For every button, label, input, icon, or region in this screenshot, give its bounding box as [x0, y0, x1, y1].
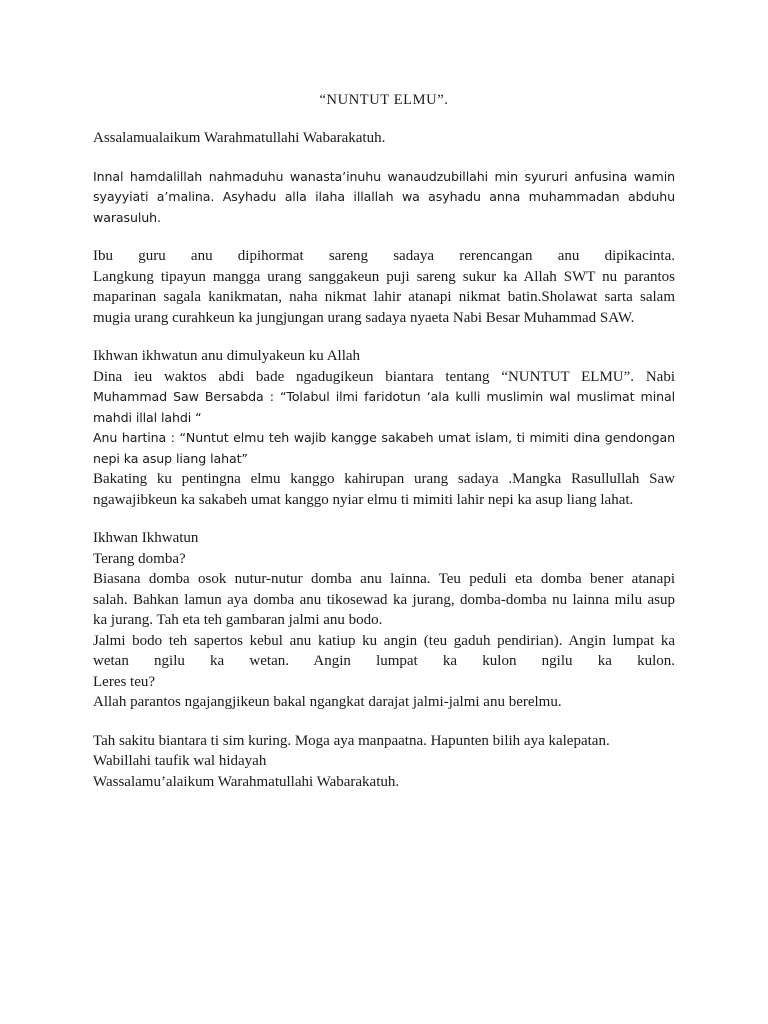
paragraph — [93, 528, 675, 713]
text-line: Ibu guru anu dipihormat sareng sadaya rerencangan anu dipikacinta. — [93, 248, 675, 264]
text-line: ka jurang. Tah eta teh gambaran jalmi anu bodo. — [93, 612, 383, 628]
text-line: mugia urang curahkeun ka jungjungan urang sadaya nyaeta Nabi Besar Muhammad SAW. — [93, 309, 635, 326]
paragraph — [93, 731, 675, 793]
paragraph — [93, 346, 675, 510]
document-title: “NUNTUT ELMU”. — [319, 92, 449, 108]
text-line: Ikhwan Ikhwatun — [93, 530, 199, 546]
text-line: Terang domba? — [93, 550, 186, 567]
document-page — [93, 90, 675, 810]
text-line: Leres teu? — [93, 673, 156, 690]
text-line: maparinan sagala kanikmatan, naha nikmat lahir atanapi nikmat batin.Sholawat sarta salam — [93, 289, 675, 305]
paragraph — [93, 246, 675, 328]
text-line: Assalamualaikum Warahmatullahi Wabarakatuh. — [93, 130, 386, 146]
text-line: Jalmi bodo teh sapertos kebul anu katiup ku angin (teu gaduh pendirian). Angin lumpat ka — [93, 632, 675, 649]
text-line: ngawajibkeun ka sakabeh umat kanggo nyiar elmu ti mimiti lahir nepi ka asup liang lahat. — [93, 491, 634, 508]
text-line: Biasana domba osok nutur-nutur domba anu lainna. Teu peduli eta domba bener atanapi — [93, 571, 675, 587]
text-line: Anu hartina : “Nuntut elmu teh wajib kangge sakabeh umat islam, ti mimiti dina gendongan — [93, 430, 675, 445]
text-line: mahdi illal lahdi “ — [93, 409, 202, 425]
text-line: Bakating ku pentingna elmu kanggo kahirupan urang sadaya .Mangka Rasullullah Saw — [93, 471, 675, 487]
text-line: Tah sakitu biantara ti sim kuring. Moga aya manpaatna. Hapunten bilih aya kalepatan. — [93, 732, 610, 749]
text-line: warasuluh. — [93, 209, 161, 225]
text-line: Innal hamdalillah nahmaduhu wanasta’inuhu wanaudzubillahi min syururi anfusina wamin — [93, 168, 675, 184]
text-line: Langkung tipayun mangga urang sanggakeun puji sareng sukur ka Allah SWT nu parantos — [93, 268, 675, 285]
text-line: syayyiati a’malina. Asyhadu alla ilaha illallah wa asyhadu anna muhammadan abduhu — [93, 189, 675, 204]
text-line: Dina ieu waktos abdi bade ngadugikeun biantara tentang “NUNTUT ELMU”. Nabi — [93, 368, 675, 385]
paragraph — [93, 128, 675, 149]
text-line: nepi ka asup liang lahat” — [93, 450, 248, 466]
paragraph — [93, 167, 675, 229]
text-line: Muhammad Saw Bersabda : “Tolabul ilmi faridotun ‘ala kulli muslimin wal muslimat minal — [93, 389, 675, 404]
text-line: Ikhwan ikhwatun anu dimulyakeun ku Allah — [93, 348, 361, 364]
text-line: Wassalamu’alaikum Warahmatullahi Wabarakatuh. — [93, 773, 400, 790]
document-body — [93, 128, 675, 792]
text-line: Allah parantos ngajangjikeun bakal ngangkat darajat jalmi-jalmi anu berelmu. — [93, 694, 562, 710]
text-line: salah. Bahkan lamun aya domba anu tikosewad ka jurang, domba-domba nu lainna milu asup — [93, 591, 675, 608]
text-line: Wabillahi taufik wal hidayah — [93, 753, 267, 769]
text-line: wetan ngilu ka wetan. Angin lumpat ka kulon ngilu ka kulon. — [93, 653, 675, 669]
